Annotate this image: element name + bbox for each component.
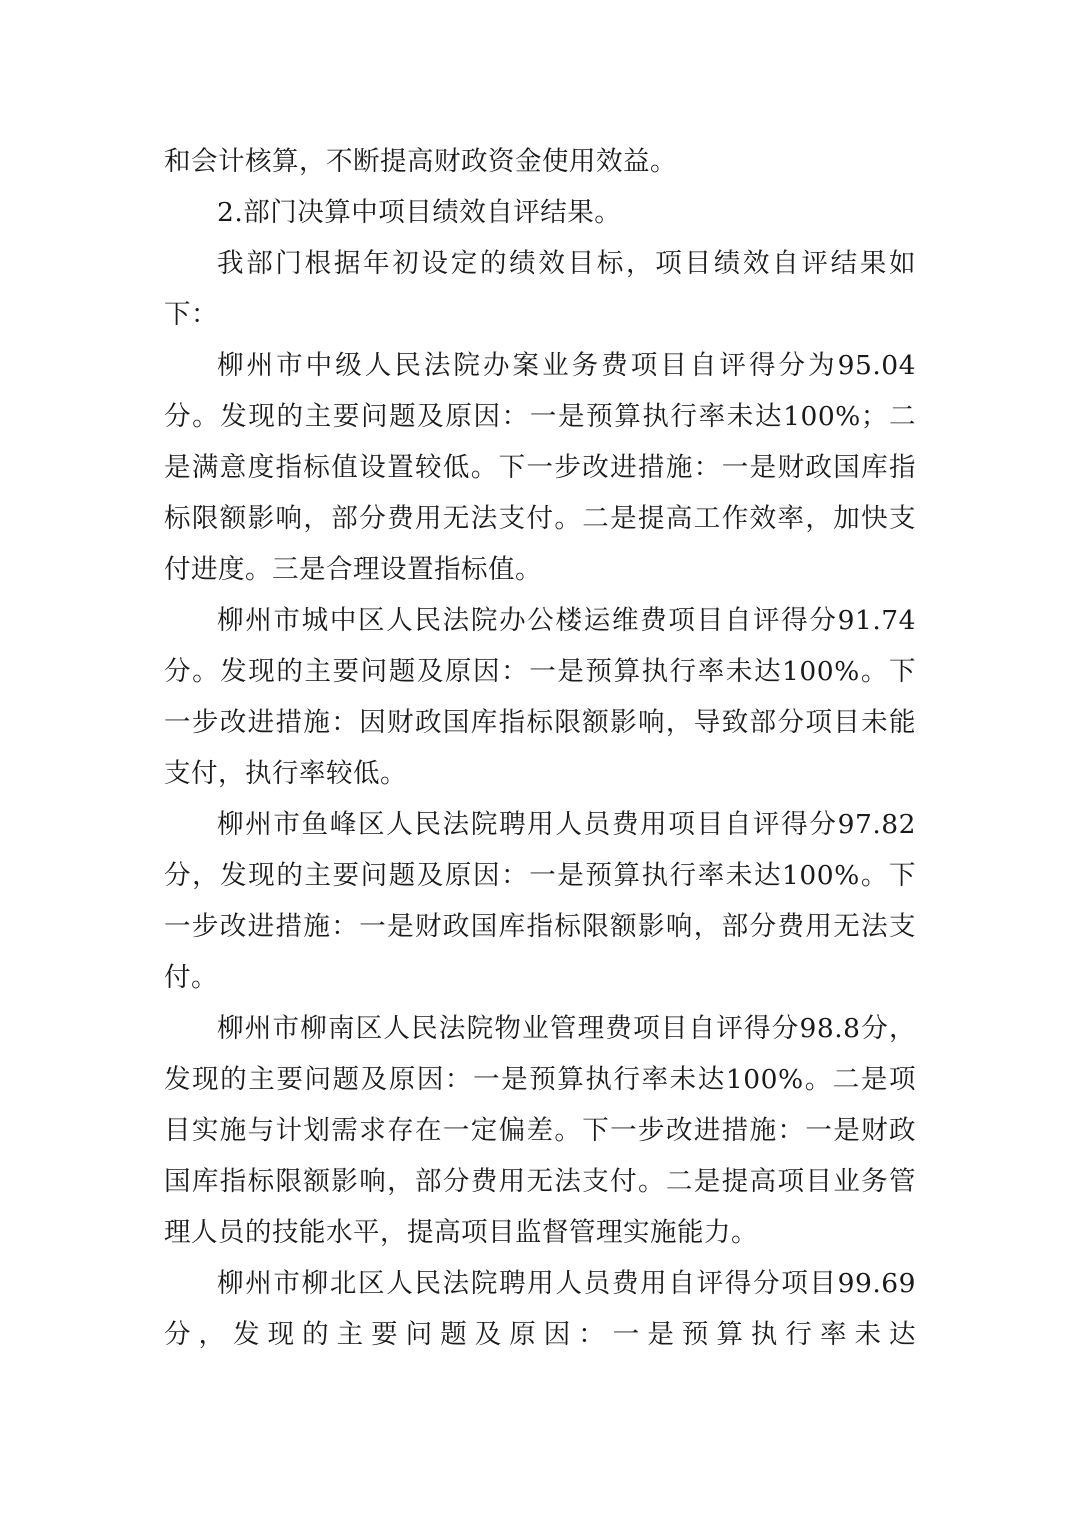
paragraph-chengzhong-court: 柳州市城中区人民法院办公楼运维费项目自评得分91.74分。发现的主要问题及原因：一是预算执行率未达100%。下一步改进措施：因财政国库指标限额影响，导致部分项目未能支付，执行率较低。 <box>164 605 916 789</box>
paragraph-liubei-court: 柳州市柳北区人民法院聘用人员费用自评得分项目99.69分，发现的主要问题及原因：一是预算执行率未达 <box>164 1268 916 1350</box>
body-text <box>164 136 916 1360</box>
paragraph-continuation: 和会计核算，不断提高财政资金使用效益。 <box>164 146 677 177</box>
paragraph-liunan-court: 柳州市柳南区人民法院物业管理费项目自评得分98.8分，发现的主要问题及原因：一是预算执行率未达100%。二是项目实施与计划需求存在一定偏差。下一步改进措施：一是财政国库指标限额影响，部分费用无法支付。二是提高项目业务管理人员的技能水平，提高项目监督管理实施能力。 <box>164 1013 916 1248</box>
paragraph-section-heading: 2.部门决算中项目绩效自评结果。 <box>217 197 622 228</box>
paragraph-intro: 我部门根据年初设定的绩效目标，项目绩效自评结果如下： <box>164 248 916 330</box>
paragraph-intermediate-court: 柳州市中级人民法院办案业务费项目自评得分为95.04分。发现的主要问题及原因：一是预算执行率未达100%；二是满意度指标值设置较低。下一步改进措施：一是财政国库指标限额影响，部分费用无法支付。二是提高工作效率，加快支付进度。三是合理设置指标值。 <box>164 350 916 585</box>
paragraph-yufeng-court: 柳州市鱼峰区人民法院聘用人员费用项目自评得分97.82分，发现的主要问题及原因：一是预算执行率未达100%。下一步改进措施：一是财政国库指标限额影响，部分费用无法支付。 <box>164 809 916 993</box>
